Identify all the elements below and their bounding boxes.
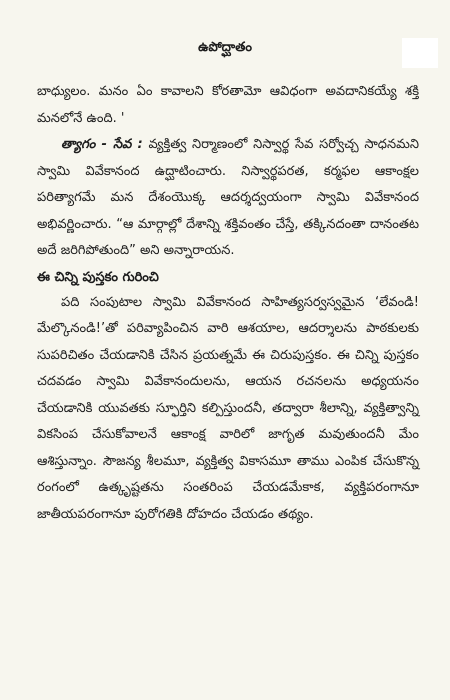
paragraph-lead-label: త్యాగం - సేవ : bbox=[61, 137, 143, 152]
paragraph-about-book: పది సంపుటాల స్వామి వివేకానంద సాహిత్యసర్వస్వమైన ‘లేవండి! మేల్కొనండి!’తో పరివ్యాపించిన వారి ఆశయాల, ఆదర్శాలను పాఠకులకు సుపరిచితం చేయడానికి చేసిన ప్రయత్నమే ఈ చిరుపుస్తకం. ఈ చిన్ని పుస్తకం చదవడం స్వామి వివేకానందులను, ఆయన రచనలను అధ్యయనం చేయడానికి యువతకు స్ఫూర్తిని కల్పిస్తుందనీ, తద్వారా శీలాన్ని, వ్యక్తిత్వాన్ని వికసింప చేసుకోవాలనే ఆకాంక్ష వారిలో జాగృత మవుతుందనీ మేం ఆశిస్తున్నాం. సౌజన్య శీలమూ, వ్యక్తిత్వ వికాసమూ తాము ఎంపిక చేసుకొన్న రంగంలో ఉత్కృష్టతను సంతరింప చేయడమేకాక, వ్యక్తిపరంగానూ జాతీయపరంగానూ పురోగతికి దోహదం చేయడం తథ్యం. bbox=[37, 294, 419, 522]
paragraph-text: వ్యక్తిత్వ నిర్మాణంలో నిస్వార్థ సేవ సర్వోచ్చ సాధనమని స్వామి వివేకానంద ఉద్ఘాటించారు. నిస్వార్థపరత, కర్మఫల ఆకాంక్షల పరిత్యాగమే మన దేశంయొక్క ఆదర్శద్వయంగా స్వామి వివేకానంద అభివర్ణించారు. “ఆ మార్గాల్లో దేశాన్ని శక్తివంతం చేస్తే, తక్కినదంతా దానంతట అదే జరిగిపోతుంది” అని అన్నారాయన. bbox=[37, 137, 419, 258]
paragraph-continuation: బాధ్యులం. మనం ఏం కావాలని కోరతామో ఆవిధంగా అవదానికయ్యే శక్తి మనలోనే ఉంది. ' bbox=[37, 84, 419, 126]
paragraph-tyagam-seva bbox=[37, 132, 419, 265]
section-heading: ఈ చిన్ని పుస్తకం గురించి bbox=[37, 269, 159, 285]
page-body bbox=[37, 79, 419, 528]
page-heading: ఉపోద్ఘాతం bbox=[198, 40, 252, 55]
corner-mark bbox=[402, 38, 438, 68]
